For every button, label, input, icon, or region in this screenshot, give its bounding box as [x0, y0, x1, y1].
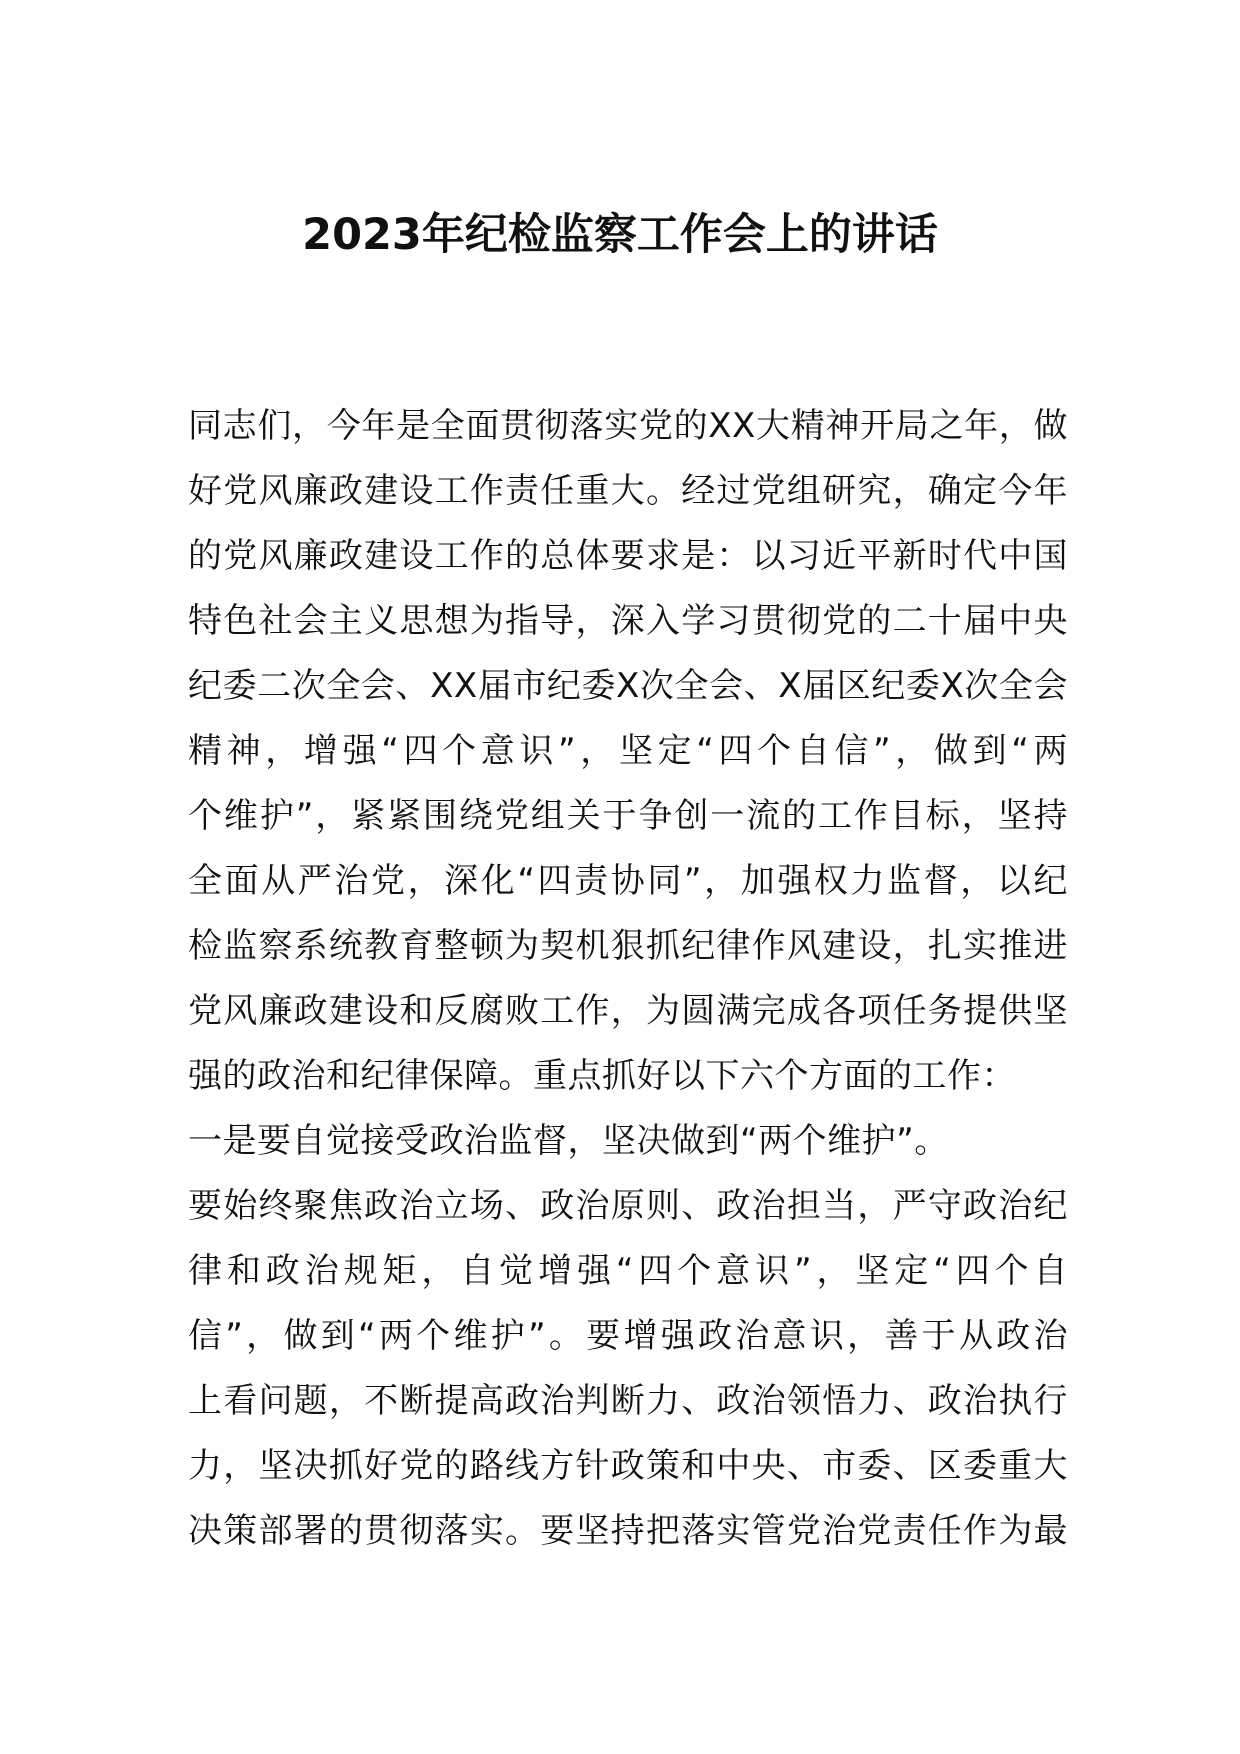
paragraph-line: 决策部署的贯彻落实。要坚持把落实管党治党责任作为最: [188, 1511, 1068, 1551]
paragraph-line: 的党风廉政建设工作的总体要求是：以习近平新时代中国: [188, 536, 1068, 576]
paragraph-line: 检监察系统教育整顿为契机狠抓纪律作风建设，扎实推进: [188, 926, 1068, 966]
paragraph-line: 纪委二次全会、XX届市纪委X次全会、X届区纪委X次全会: [188, 666, 1068, 706]
section-heading: 一是要自觉接受政治监督，坚决做到“两个维护”。: [188, 1121, 949, 1161]
paragraph-line: 精神，增强“四个意识”，坚定“四个自信”，做到“两: [188, 731, 1068, 771]
paragraph-line: 同志们，今年是全面贯彻落实党的XX大精神开局之年，做: [188, 406, 1068, 446]
paragraph-line: 律和政治规矩，自觉增强“四个意识”，坚定“四个自: [188, 1251, 1068, 1291]
document-body: [188, 394, 1068, 1564]
paragraph-line: 特色社会主义思想为指导，深入学习贯彻党的二十届中央: [188, 601, 1068, 641]
paragraph-line: 强的政治和纪律保障。重点抓好以下六个方面的工作：: [188, 1056, 1016, 1096]
paragraph-line: 党风廉政建设和反腐败工作，为圆满完成各项任务提供坚: [188, 991, 1068, 1031]
paragraph-line: 个维护”，紧紧围绕党组关于争创一流的工作目标，坚持: [188, 796, 1068, 836]
paragraph-line: 信”，做到“两个维护”。要增强政治意识，善于从政治: [188, 1316, 1068, 1356]
paragraph-line: 要始终聚焦政治立场、政治原则、政治担当，严守政治纪: [188, 1186, 1068, 1226]
paragraph-line: 好党风廉政建设工作责任重大。经过党组研究，确定今年: [188, 471, 1068, 511]
paragraph-line: 上看问题，不断提高政治判断力、政治领悟力、政治执行: [188, 1381, 1068, 1421]
document-title: 2023年纪检监察工作会上的讲话: [302, 210, 938, 260]
paragraph-line: 全面从严治党，深化“四责协同”，加强权力监督，以纪: [188, 861, 1068, 901]
paragraph-line: 力，坚决抓好党的路线方针政策和中央、市委、区委重大: [188, 1446, 1068, 1486]
